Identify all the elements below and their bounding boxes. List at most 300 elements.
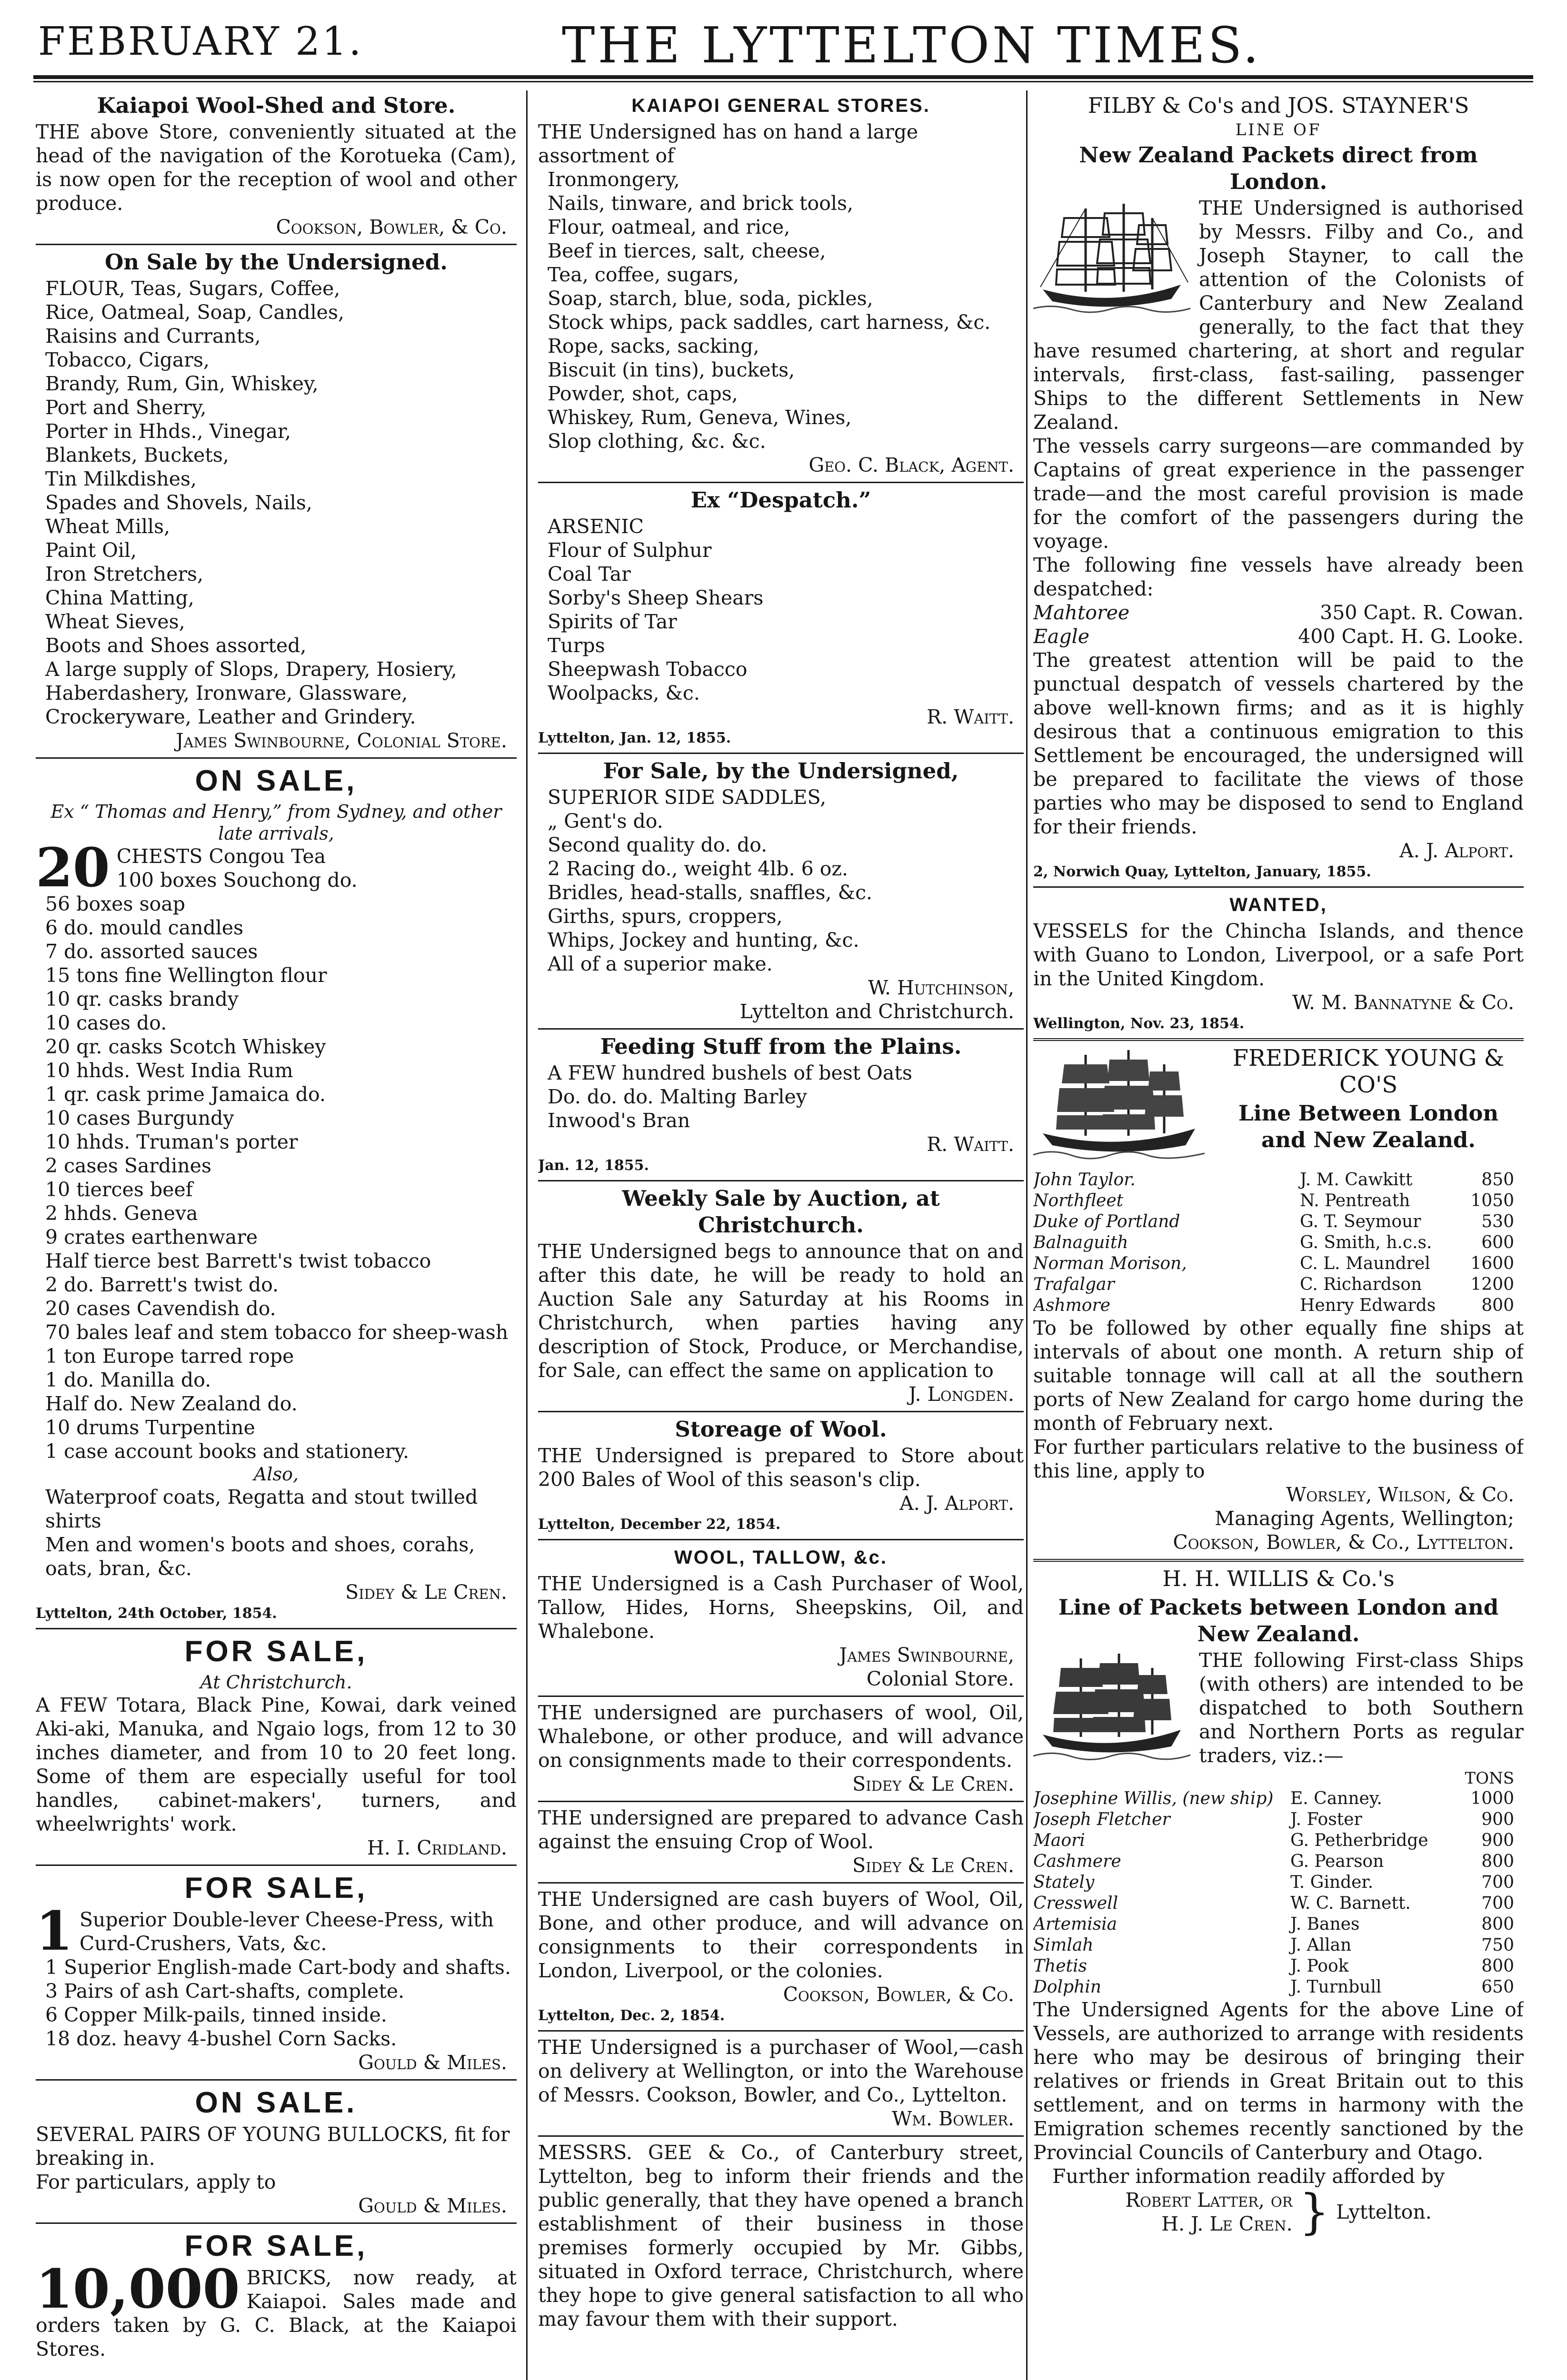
- ad-kaiapoi-general-stores: [538, 92, 1024, 477]
- ad-separator: [36, 1628, 517, 1629]
- list-item: 20 qr. casks Scotch Whiskey: [45, 1035, 326, 1058]
- ad-body: THE Undersigned is prepared to Store about 200 Bales of Wool of this season's clip.: [538, 1444, 1024, 1491]
- ship-name: Artemisia: [1033, 1914, 1118, 1934]
- list-item: 2 do. Barrett's twist do.: [45, 1273, 279, 1296]
- column-1: [36, 90, 517, 2380]
- ad-separator: [538, 753, 1024, 754]
- ship-name: Josephine Willis, (new ship): [1033, 1789, 1274, 1808]
- ship-captain: T. Ginder.: [1290, 1873, 1374, 1892]
- list-item: Half do. New Zealand do.: [45, 1392, 298, 1415]
- ad-heading: Feeding Stuff from the Plains.: [600, 1034, 962, 1059]
- ship-name: Trafalgar: [1033, 1275, 1115, 1294]
- ad-body: THE Undersigned is authorised by Messrs. Filby and Co., and Joseph Stayner, to call the attention of the Colonists of Canterbury and New Zealand generally, to the fact that they have resumed chartering, at short and regular intervals, first-class, fast-sailing, passenger Ships to the different Settlements in New Zealand.: [1033, 197, 1524, 434]
- list-item: Superior Double-lever Cheese-Press, with Curd-Crushers, Vats, &c.: [79, 1908, 494, 1955]
- ad-body: A FEW Totara, Black Pine, Kowai, dark veined Aki-aki, Manuka, and Ngaio logs, from 12 to 30 inches diameter, and from 10 to 20 feet long. Some of them are especially useful for tool handles, cabinet-makers', turners, and wheelwrights' work.: [36, 1694, 517, 1835]
- list-item: A large supply of Slops, Drapery, Hosiery, Haberdashery, Ironware, Glassware, Crockeryware, Leather and Grindery.: [45, 658, 457, 728]
- issue-date: FEBRUARY 21.: [38, 19, 363, 64]
- ship-captain: C. Richardson: [1300, 1275, 1422, 1294]
- ad-separator: [36, 1864, 517, 1866]
- ad-wanted-vessels: [1033, 892, 1524, 1033]
- ship-tons: 850: [1481, 1170, 1514, 1190]
- ad-heading: Kaiapoi Wool-Shed and Store.: [97, 93, 456, 118]
- ad-separator: [538, 1028, 1024, 1030]
- ad-signature: Cookson, Bowler, & Co., Lyttelton.: [1173, 1531, 1514, 1554]
- ship-tons: 800: [1481, 1956, 1514, 1976]
- ship-name: Cresswell: [1033, 1894, 1118, 1913]
- list-item: Second quality do. do.: [548, 833, 768, 856]
- ship-tons: 1600: [1470, 1254, 1514, 1273]
- list-item: 20 cases Cavendish do.: [45, 1297, 276, 1320]
- ad-signature: Wm. Bowler.: [892, 2107, 1014, 2130]
- ad-body: For further particulars relative to the business of this line, apply to: [1033, 1436, 1524, 1482]
- ship-row: [1033, 1232, 1524, 1253]
- ship-row: [1033, 1830, 1524, 1851]
- ad-heading: For Sale, by the Undersigned,: [603, 758, 959, 783]
- ship-name: Northfleet: [1033, 1191, 1124, 1210]
- ad-heading: WANTED,: [1229, 894, 1327, 915]
- list-item: Brandy, Rum, Gin, Whiskey,: [45, 372, 319, 395]
- ad-heading: On Sale by the Undersigned.: [105, 249, 448, 275]
- ad-wool-purchaser: [538, 2035, 1024, 2131]
- list-item: Ironmongery,: [548, 168, 680, 191]
- list-item: Nails, tinware, and brick tools,: [548, 192, 854, 215]
- ad-ex-despatch: [538, 487, 1024, 748]
- ship-name: Cashmere: [1033, 1852, 1121, 1871]
- list-item: Raisins and Currants,: [45, 325, 261, 347]
- ship-captain: G. Petherbridge: [1290, 1831, 1428, 1850]
- ad-body: To be followed by other equally fine ships at intervals of about one month. A return ship of suitable tonnage will call at all the southern ports of New Zealand for cargo home during the month of February next.: [1033, 1317, 1524, 1435]
- ad-signature: J. Longden.: [908, 1383, 1014, 1406]
- list-item: Paint Oil,: [45, 539, 137, 562]
- list-item: Iron Stretchers,: [45, 563, 204, 585]
- ship-row: [1033, 1788, 1524, 1809]
- ship-row: [1033, 1956, 1524, 1977]
- ad-gee-and-co: [538, 2141, 1024, 2331]
- ship-name: Dolphin: [1033, 1977, 1101, 1997]
- ad-signature: H. J. Le Cren.: [1161, 2212, 1293, 2235]
- ad-on-sale-bullocks: [36, 2084, 517, 2218]
- ad-heading: Storeage of Wool.: [675, 1417, 887, 1442]
- ship-row: [1033, 1893, 1524, 1914]
- ad-separator: [538, 1411, 1024, 1412]
- ship-tons: 700: [1481, 1873, 1514, 1892]
- list-item: Beef in tierces, salt, cheese,: [548, 239, 826, 262]
- ad-date: Lyttelton, Dec. 2, 1854.: [538, 2007, 725, 2024]
- ship-captain: Henry Edwards: [1300, 1296, 1436, 1315]
- ad-signature: Worsley, Wilson, & Co.: [1286, 1483, 1514, 1506]
- ad-subheading: LINE OF: [1235, 120, 1322, 139]
- list-item: 3 Pairs of ash Cart-shafts, complete.: [45, 1980, 405, 2003]
- ad-separator: [538, 482, 1024, 483]
- ad-signature: R. Waitt.: [927, 705, 1014, 728]
- ad-for-sale-cheese-press: [36, 1870, 517, 2074]
- ad-filby-stayner: [1033, 92, 1524, 882]
- ship-captain: G. Smith, h.c.s.: [1300, 1233, 1432, 1252]
- ad-advance-cash: [538, 1806, 1024, 1877]
- ship-row: [1033, 625, 1524, 648]
- tons-column-label: TONS: [1465, 1769, 1514, 1788]
- list-item: Whips, Jockey and hunting, &c.: [548, 929, 859, 952]
- ship-tons: 1200: [1470, 1275, 1514, 1294]
- ad-separator: [36, 757, 517, 759]
- ship-name: Thetis: [1033, 1956, 1087, 1976]
- ship-tons: 700: [1481, 1894, 1514, 1913]
- ad-body: THE Undersigned has on hand a large assortment of: [538, 120, 918, 167]
- goods-list: [538, 785, 1024, 976]
- ship-tons: 800: [1481, 1296, 1514, 1315]
- list-item: Men and women's boots and shoes, corahs, oats, bran, &c.: [45, 1533, 475, 1580]
- ship-table: [1033, 1788, 1524, 1998]
- ship-tons: 900: [1481, 1810, 1514, 1829]
- list-item: 10 cases Burgundy: [45, 1107, 234, 1130]
- ad-on-sale-undersigned: [36, 249, 517, 753]
- ad-separator: [36, 2222, 517, 2224]
- ship-name: Norman Morison,: [1033, 1254, 1187, 1273]
- ad-kaiapoi-woolshed: [36, 92, 517, 239]
- ship-captain: W. C. Barnett.: [1290, 1894, 1411, 1913]
- list-item: 6 do. mould candles: [45, 916, 244, 939]
- list-item: Tobacco, Cigars,: [45, 348, 210, 371]
- ad-signature-block: Robert Latter, or H. J. Le Cren. } Lyttelton.: [1125, 2184, 1432, 2240]
- ad-body: The following fine vessels have already been despatched:: [1033, 554, 1524, 600]
- list-item: Slop clothing, &c. &c.: [548, 430, 766, 453]
- ship-captain: J. Banes: [1290, 1914, 1360, 1934]
- ad-body: The vessels carry surgeons—are commanded by Captains of great experience in the passenger trade—and the most careful provision is made for the comfort of the passengers during the voyage.: [1033, 435, 1524, 553]
- ad-body: THE Undersigned are cash buyers of Wool, Oil, Bone, and other produce, and will advance on consignments to their correspondents in London, Liverpool, or the colonies.: [538, 1888, 1024, 1982]
- goods-list: [538, 168, 1024, 453]
- also-label: Also,: [253, 1464, 299, 1485]
- ship-row: [1033, 601, 1524, 625]
- list-item: Woolpacks, &c.: [548, 682, 700, 704]
- list-item: ARSENIC: [548, 515, 644, 538]
- column-2: [538, 90, 1024, 2380]
- list-item: 1 ton Europe tarred rope: [45, 1345, 294, 1368]
- list-item: 1 Superior English-made Cart-body and shafts.: [45, 1956, 511, 1979]
- ad-purchasers-of-wool: [538, 1701, 1024, 1796]
- ad-body: MESSRS. GEE & Co., of Canterbury street, Lyttelton, beg to inform their friends and the public generally, that they have opened a branch establishment of their business in those premises formerly occupied by Mr. Gibbs, situated in Oxford terrace, Christchurch, where they hope to give general satisfaction to all who may favour them with their support.: [538, 2141, 1024, 2330]
- ad-signature: R. Waitt.: [927, 1133, 1014, 1156]
- ad-body: SEVERAL PAIRS OF YOUNG BULLOCKS, fit for breaking in.: [36, 2123, 510, 2170]
- list-item: Spirits of Tar: [548, 610, 677, 633]
- list-item: 1 case account books and stationery.: [45, 1440, 409, 1463]
- lead-number: 1: [36, 1900, 73, 1963]
- ship-captain: G. T. Seymour: [1300, 1212, 1421, 1231]
- list-item: Biscuit (in tins), buckets,: [548, 358, 795, 381]
- ad-separator: [36, 2079, 517, 2081]
- ship-tons: 800: [1481, 1914, 1514, 1934]
- list-item: Spades and Shovels, Nails,: [45, 491, 312, 514]
- ad-heading: KAIAPOI GENERAL STORES.: [631, 95, 930, 116]
- ad-heading: FOR SALE,: [184, 2230, 368, 2262]
- ad-separator: [538, 1539, 1024, 1540]
- ship-name: Ashmore: [1033, 1296, 1110, 1315]
- masthead-rule: [33, 75, 1533, 79]
- ship-row: [1033, 1872, 1524, 1893]
- ad-signature: Cookson, Bowler, & Co.: [276, 216, 507, 238]
- column-divider: [526, 90, 528, 2380]
- ad-heading: Weekly Sale by Auction, at Christchurch.: [622, 1186, 940, 1238]
- ad-signature-place: Colonial Store.: [866, 1667, 1014, 1690]
- ad-signature: W. Hutchinson,: [868, 976, 1014, 999]
- ad-body: THE Undersigned begs to announce that on and after this date, he will be ready to hold an Auction Sale any Saturday at his Rooms in Christchurch, when parties having any description of Stock, Produce, or Merchandise, for Sale, can effect the same on application to: [538, 1240, 1024, 1382]
- ad-date: Jan. 12, 1855.: [538, 1157, 649, 1174]
- newspaper-title: THE LYTTELTON TIMES.: [562, 16, 1262, 74]
- ad-separator: [538, 2135, 1024, 2137]
- ad-body: VESSELS for the Chincha Islands, and thence with Guano to London, Liverpool, or a safe Port in the United Kingdom.: [1033, 920, 1524, 990]
- list-item: 70 bales leaf and stem tobacco for sheep-wash: [45, 1321, 509, 1344]
- ship-row: [1033, 1295, 1524, 1316]
- ad-feeding-stuff: [538, 1033, 1024, 1175]
- list-item: Wheat Mills,: [45, 515, 170, 538]
- list-item: Bridles, head-stalls, snaffles, &c.: [548, 881, 873, 904]
- ship-row: [1033, 1914, 1524, 1935]
- list-item: Waterproof coats, Regatta and stout twilled shirts: [45, 1486, 478, 1532]
- list-item: 2 hhds. Geneva: [45, 1202, 198, 1225]
- list-item: Tin Milkdishes,: [45, 467, 197, 490]
- ad-signature: H. I. Cridland.: [367, 1836, 507, 1859]
- list-item: Coal Tar: [548, 563, 631, 585]
- list-item: Port and Sherry,: [45, 396, 207, 419]
- list-item: Rope, sacks, sacking,: [548, 335, 759, 357]
- list-item: A FEW hundred bushels of best Oats: [548, 1061, 912, 1084]
- ad-for-sale-timber: [36, 1633, 517, 1860]
- ship-captain: C. L. Maundrel: [1300, 1254, 1430, 1273]
- ad-separator: [538, 1801, 1024, 1802]
- ad-weekly-auction: [538, 1185, 1024, 1406]
- ad-body: THE following First-class Ships (with others) are intended to be dispatched to both Southern and Northern Ports as regular traders, viz.:—: [1199, 1649, 1524, 1767]
- list-item: CHESTS Congou Tea: [116, 845, 326, 868]
- list-item: FLOUR, Teas, Sugars, Coffee,: [45, 277, 340, 300]
- ad-wool-tallow: [538, 1544, 1024, 1691]
- ad-body: For particulars, apply to: [36, 2171, 276, 2193]
- ad-willis-packets: [1033, 1566, 1524, 2240]
- ad-heading: Line of Packets between London and New Zealand.: [1058, 1595, 1499, 1646]
- list-item: Flour, oatmeal, and rice,: [548, 216, 790, 238]
- ship-row: [1033, 1851, 1524, 1872]
- goods-list: [36, 892, 517, 1463]
- ship-name: Eagle: [1033, 625, 1089, 648]
- list-item: Whiskey, Rum, Geneva, Wines,: [548, 406, 852, 429]
- ad-body: THE Undersigned is a Cash Purchaser of Wool, Tallow, Hides, Horns, Sheepskins, Oil, and Whalebone.: [538, 1572, 1024, 1643]
- ship-name: Simlah: [1033, 1935, 1094, 1955]
- ad-date: Lyttelton, 24th October, 1854.: [36, 1605, 277, 1622]
- ad-signature: Geo. C. Black, Agent.: [808, 454, 1014, 476]
- goods-list: [36, 1955, 517, 2051]
- ship-name: John Taylor.: [1033, 1170, 1136, 1190]
- list-item: 56 boxes soap: [45, 892, 186, 915]
- lead-number: 10,000: [36, 2258, 240, 2320]
- ad-heading: ON SALE,: [195, 764, 358, 797]
- ad-subheading: Ex “ Thomas and Henry,” from Sydney, and other late arrivals,: [50, 801, 502, 844]
- list-item: Sheepwash Tobacco: [548, 658, 748, 681]
- ad-body: The greatest attention will be paid to the punctual despatch of vessels chartered by the above well-known firms; and as it is highly desirous that a continuous emigration to this Settlement be encouraged, the undersigned will be prepared to facilitate the views of those parties who may be disposed to send to England for their friends.: [1033, 649, 1524, 838]
- ad-body: The Undersigned Agents for the above Line of Vessels, are authorized to arrange with residents here who may be desirous of bringing their relatives or friends in Great Britain out to this settlement, and on terms in harmony with the Emigration schemes recently sanctioned by the Provincial Councils of Canterbury and Otago.: [1033, 1998, 1524, 2164]
- ad-body: THE undersigned are purchasers of wool, Oil, Whalebone, or other produce, and will advance on consignments made to their correspondents.: [538, 1701, 1024, 1772]
- ad-signature: Sidey & Le Cren.: [852, 1854, 1014, 1877]
- ad-heading: New Zealand Packets direct from London.: [1079, 142, 1478, 194]
- ad-heading: WOOL, TALLOW, &c.: [674, 1547, 888, 1568]
- list-item: 10 qr. casks brandy: [45, 988, 239, 1011]
- goods-list: [36, 1485, 517, 1580]
- list-item: Blankets, Buckets,: [45, 444, 229, 466]
- ship-tons: 1000: [1470, 1789, 1514, 1808]
- ship-captain: J. Pook: [1290, 1956, 1349, 1976]
- list-item: Stock whips, pack saddles, cart harness, &c.: [548, 311, 991, 334]
- list-item: „ Gent's do.: [548, 810, 663, 833]
- ad-signature: Sidey & Le Cren.: [345, 1581, 507, 1604]
- ship-name: Duke of Portland: [1033, 1212, 1180, 1231]
- ad-heading: ON SALE.: [195, 2086, 358, 2119]
- ship-row: [1033, 1190, 1524, 1211]
- ship-name: Balnaguith: [1033, 1233, 1128, 1252]
- ad-signature-place: Managing Agents, Wellington;: [1215, 1507, 1514, 1530]
- ship-tons: 750: [1481, 1935, 1514, 1955]
- list-item: 9 crates earthenware: [45, 1226, 258, 1249]
- sailing-ship-icon: [1033, 199, 1190, 323]
- ad-signature: James Swinbourne, Colonial Store.: [176, 729, 507, 752]
- ship-tons: 530: [1481, 1212, 1514, 1231]
- ship-captain: J. Allan: [1290, 1935, 1352, 1955]
- ship-row: [1033, 1977, 1524, 1998]
- list-item: Girths, spurs, croppers,: [548, 905, 783, 928]
- ad-heading: FOR SALE,: [184, 1635, 368, 1668]
- ship-tons: 900: [1481, 1831, 1514, 1850]
- ad-heading: FREDERICK YOUNG & CO'S: [1232, 1045, 1505, 1098]
- goods-list: [538, 515, 1024, 705]
- sailing-ship-icon: [1033, 1651, 1190, 1765]
- ship-row: [1033, 1253, 1524, 1274]
- list-item: Powder, shot, caps,: [548, 382, 738, 405]
- ad-body: Further information readily afforded by: [1052, 2165, 1445, 2188]
- ad-cash-buyers: [538, 1887, 1024, 2025]
- list-item: SUPERIOR SIDE SADDLES,: [548, 786, 827, 809]
- ship-tons: 600: [1481, 1233, 1514, 1252]
- list-item: 6 Copper Milk-pails, tinned inside.: [45, 2003, 387, 2026]
- list-item: 10 cases do.: [45, 1012, 167, 1034]
- ad-separator: [538, 2030, 1024, 2032]
- ad-signature: Gould & Miles.: [358, 2051, 507, 2074]
- ship-captain: E. Canney.: [1290, 1789, 1382, 1808]
- ad-signature: A. J. Alport.: [1399, 839, 1514, 862]
- ad-separator: [538, 1180, 1024, 1181]
- list-item: Turps: [548, 634, 605, 657]
- list-item: Half tierce best Barrett's twist tobacco: [45, 1250, 431, 1272]
- list-item: 15 tons fine Wellington flour: [45, 964, 327, 987]
- goods-list: [538, 1061, 1024, 1132]
- ship-name: Maori: [1033, 1831, 1085, 1850]
- list-item: 10 drums Turpentine: [45, 1416, 255, 1439]
- ship-name: Stately: [1033, 1873, 1095, 1892]
- list-item: 18 doz. heavy 4-bushel Corn Sacks.: [45, 2027, 397, 2050]
- list-item: Sorby's Sheep Shears: [548, 586, 764, 609]
- list-item: Inwood's Bran: [548, 1109, 690, 1132]
- ad-heading: Line Between London and New Zealand.: [1238, 1101, 1499, 1152]
- list-item: Flour of Sulphur: [548, 539, 712, 562]
- ad-signature: James Swinbourne,: [839, 1644, 1014, 1666]
- ad-body: THE Undersigned is a purchaser of Wool,—cash on delivery at Wellington, or into the Warehouse of Messrs. Cookson, Bowler, and Co., Lyttelton.: [538, 2036, 1024, 2106]
- list-item: Tea, coffee, sugars,: [548, 263, 739, 286]
- list-item: 1 qr. cask prime Jamaica do.: [45, 1083, 326, 1106]
- ad-body: THE above Store, conveniently situated at the head of the navigation of the Korotueka (Cam), is now open for the reception of wool and other produce.: [36, 120, 517, 215]
- column-3: [1033, 90, 1524, 2380]
- ship-row: [1033, 1211, 1524, 1232]
- list-item: All of a superior make.: [548, 952, 773, 975]
- ad-signature-place: Lyttelton.: [1336, 2201, 1432, 2223]
- list-item: Do. do. do. Malting Barley: [548, 1085, 807, 1108]
- ad-signature: A. J. Alport.: [899, 1492, 1014, 1515]
- ad-date: Lyttelton, December 22, 1854.: [538, 1516, 781, 1533]
- list-item: 1 do. Manilla do.: [45, 1368, 211, 1391]
- ad-separator: [1033, 886, 1524, 888]
- list-item: 100 boxes Souchong do.: [116, 869, 358, 892]
- ship-captain: J. M. Cawkitt: [1300, 1170, 1413, 1190]
- ship-table: [1033, 1170, 1524, 1316]
- list-item: 2 Racing do., weight 4lb. 6 oz.: [548, 857, 848, 880]
- ship-captain: N. Pentreath: [1300, 1191, 1410, 1210]
- list-item: Boots and Shoes assorted,: [45, 634, 307, 657]
- list-item: Rice, Oatmeal, Soap, Candles,: [45, 301, 345, 324]
- ship-tons: 800: [1481, 1852, 1514, 1871]
- list-item: China Matting,: [45, 586, 194, 609]
- ad-body: BRICKS, now ready, at Kaiapoi. Sales made and orders taken by G. C. Black, at the Kaiapoi Stores.: [36, 2266, 517, 2360]
- ad-signature-place: Lyttelton and Christchurch.: [739, 1000, 1014, 1023]
- ad-subheading: At Christchurch.: [200, 1672, 352, 1693]
- list-item: Soap, starch, blue, soda, pickles,: [548, 287, 873, 310]
- ad-separator: [538, 1882, 1024, 1884]
- ad-body: THE undersigned are prepared to advance Cash against the ensuing Crop of Wool.: [538, 1806, 1024, 1853]
- ad-heading: Ex “Despatch.”: [690, 487, 871, 513]
- list-item: 10 hhds. Truman's porter: [45, 1130, 298, 1153]
- ship-detail: 400 Capt. H. G. Looke.: [1298, 625, 1524, 648]
- sailing-ship-icon: [1033, 1048, 1205, 1167]
- lead-number: 20: [36, 837, 110, 899]
- ship-row: [1033, 1935, 1524, 1956]
- ad-frederick-young: [1033, 1045, 1524, 1554]
- ad-storeage-of-wool: [538, 1416, 1024, 1534]
- ship-name: Mahtoree: [1033, 601, 1130, 624]
- ad-signature: Cookson, Bowler, & Co.: [783, 1983, 1014, 2006]
- ship-tons: 650: [1481, 1977, 1514, 1997]
- list-item: Wheat Sieves,: [45, 610, 185, 633]
- ad-side-saddles: [538, 758, 1024, 1023]
- goods-list: [36, 277, 517, 729]
- ship-captain: J. Foster: [1290, 1810, 1362, 1829]
- ad-date: Wellington, Nov. 23, 1854.: [1033, 1015, 1245, 1032]
- masthead: [33, 14, 1533, 81]
- column-divider: [1026, 90, 1028, 2380]
- ship-name: Joseph Fletcher: [1033, 1810, 1170, 1829]
- list-item: Porter in Hhds., Vinegar,: [45, 420, 291, 443]
- list-item: 2 cases Sardines: [45, 1154, 212, 1177]
- ship-row: [1033, 1170, 1524, 1190]
- ad-for-sale-bricks: [36, 2228, 517, 2361]
- list-item: 7 do. assorted sauces: [45, 940, 258, 963]
- ship-detail: 350 Capt. R. Cowan.: [1320, 601, 1524, 624]
- ad-date: 2, Norwich Quay, Lyttelton, January, 1855.: [1033, 863, 1371, 880]
- ad-separator: [1033, 1559, 1524, 1562]
- ad-separator: [1033, 1038, 1524, 1041]
- ad-signature: Robert Latter, or: [1125, 2189, 1293, 2211]
- list-item: 10 tierces beef: [45, 1178, 193, 1201]
- masthead-rule-thin: [33, 81, 1533, 82]
- ad-signature: Sidey & Le Cren.: [852, 1773, 1014, 1795]
- ad-heading: H. H. WILLIS & Co.'s: [1162, 1566, 1395, 1591]
- ad-signature: W. M. Bannatyne & Co.: [1292, 991, 1514, 1014]
- ship-tons: 1050: [1470, 1191, 1514, 1210]
- ad-signature: Gould & Miles.: [358, 2194, 507, 2217]
- ad-separator: [538, 1696, 1024, 1697]
- ad-on-sale-ex-thomas: [36, 763, 517, 1623]
